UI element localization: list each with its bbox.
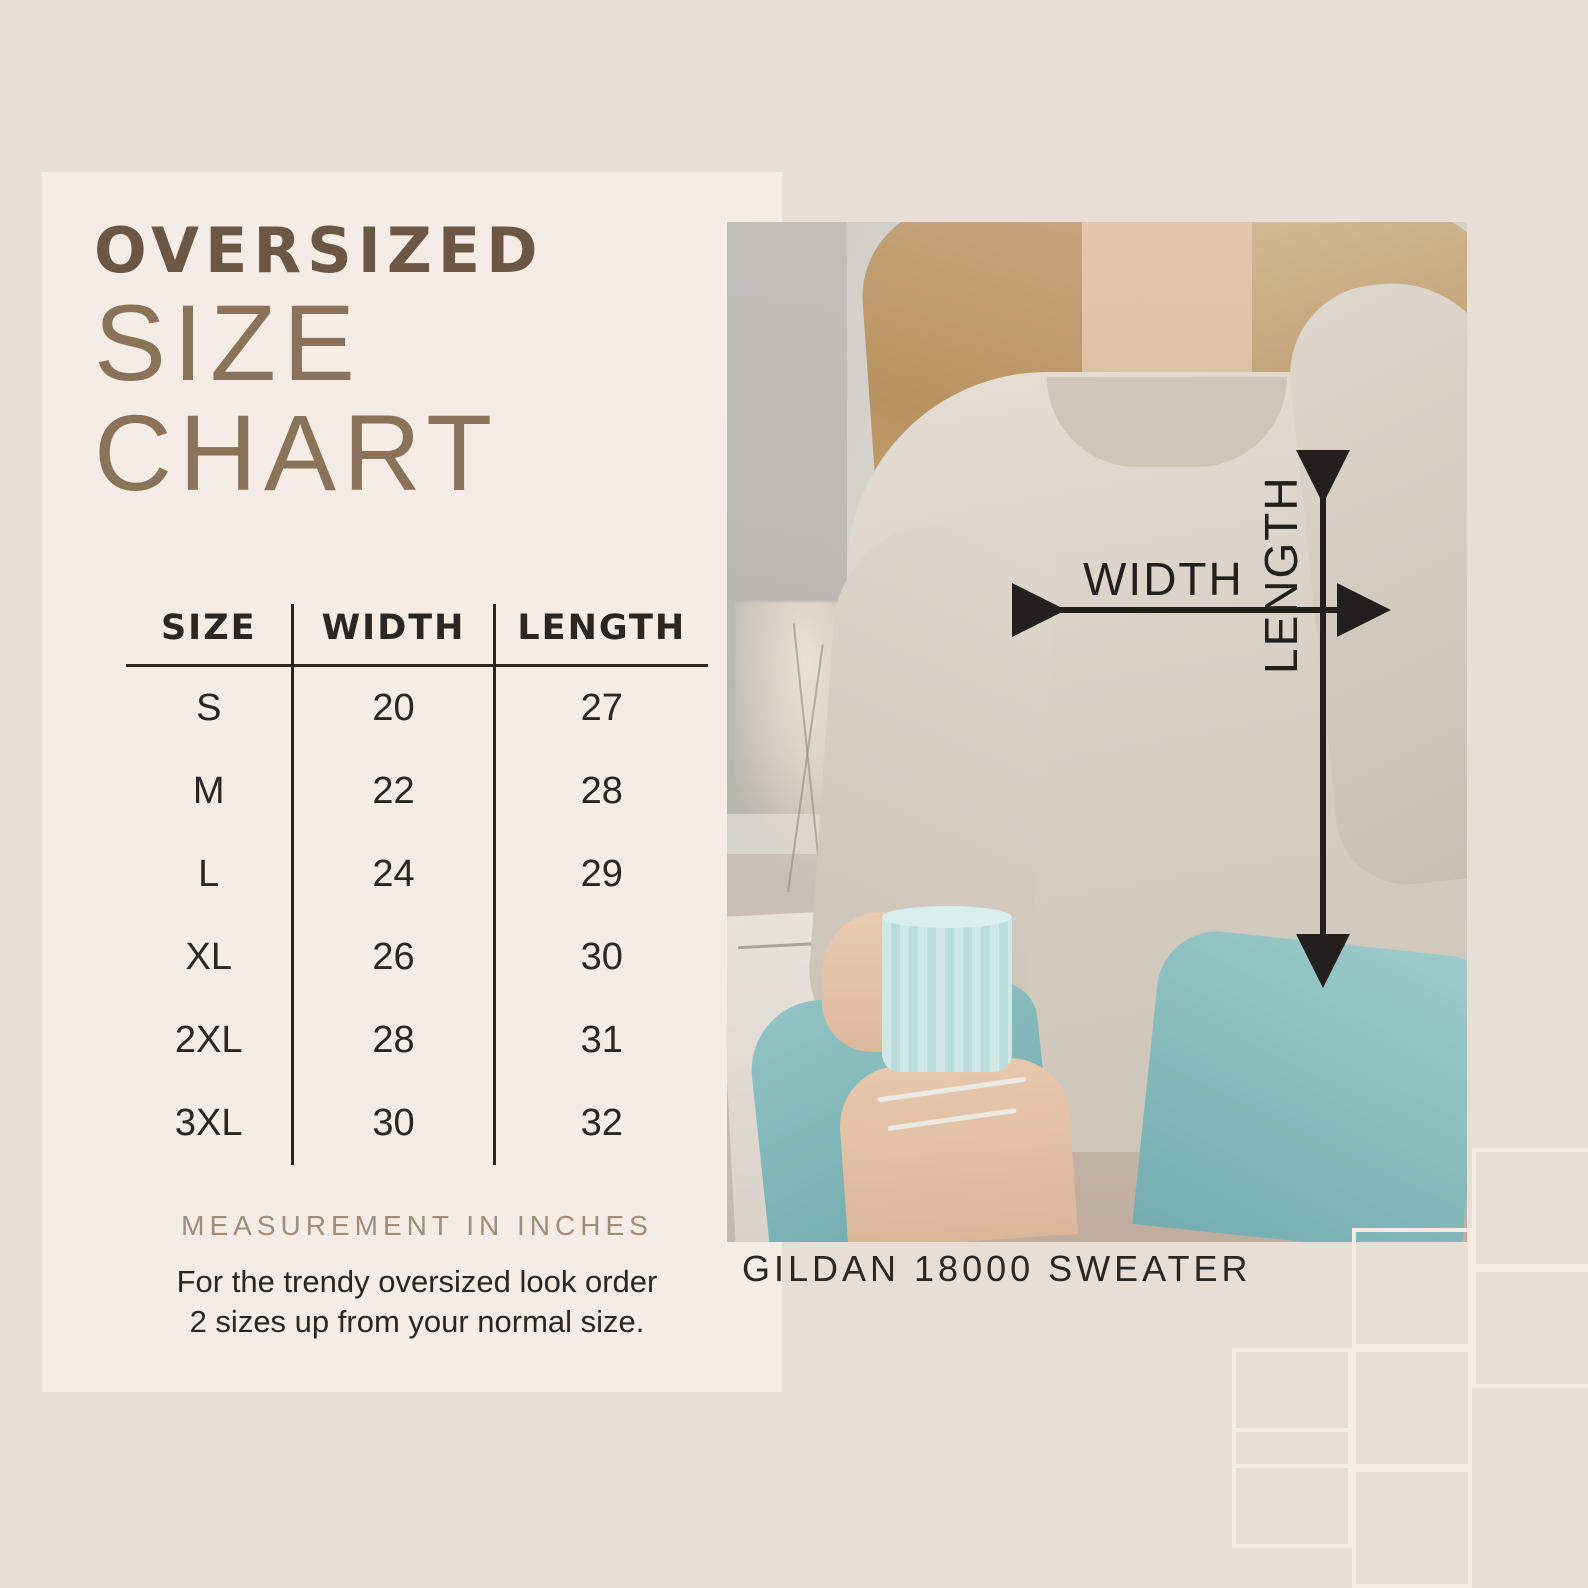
cell-length: 30: [580, 936, 623, 978]
decorative-square: [1472, 1148, 1588, 1268]
cell-size: S: [196, 687, 222, 729]
cell-length: 27: [580, 687, 623, 729]
cell-width: 22: [293, 750, 494, 833]
photo-illustration: [727, 222, 1467, 1242]
table-header-row: [126, 604, 708, 666]
table-row: [126, 1082, 708, 1165]
width-arrow-label: WIDTH: [1083, 553, 1244, 605]
table-row: [126, 916, 708, 999]
cell-width: 28: [293, 999, 494, 1082]
decorative-square: [1352, 1348, 1472, 1468]
cell-width: 26: [293, 916, 494, 999]
header-size: SIZE: [126, 604, 293, 666]
length-arrow-label: LENGTH: [1255, 475, 1307, 674]
decorative-square: [1352, 1468, 1472, 1588]
cell-size: XL: [185, 936, 232, 978]
decorative-square: [1472, 1268, 1588, 1388]
size-chart-card: [42, 172, 782, 1392]
header-length: LENGTH: [494, 604, 708, 666]
cell-size: 3XL: [174, 1102, 243, 1144]
heading-size: SIZE: [94, 282, 363, 403]
heading-oversized: OVERSIZED: [94, 214, 544, 287]
cell-length: 31: [580, 1019, 623, 1061]
product-photo: [727, 222, 1467, 1242]
order-advice-line1: For the trendy oversized look order: [176, 1264, 658, 1299]
decorative-square: [1232, 1428, 1352, 1548]
size-table: [126, 604, 708, 1165]
cell-width: 30: [293, 1082, 494, 1165]
heading-block: [94, 214, 754, 514]
table-row: [126, 750, 708, 833]
header-width: WIDTH: [293, 604, 494, 666]
heading-chart: CHART: [94, 392, 500, 514]
order-advice-line2: 2 sizes up from your normal size.: [189, 1303, 645, 1339]
cell-length: 28: [580, 770, 623, 812]
measurement-unit-note: MEASUREMENT IN INCHES: [181, 1210, 653, 1241]
product-caption: GILDAN 18000 SWEATER: [742, 1248, 1252, 1289]
table-row: [126, 833, 708, 916]
table-row: [126, 999, 708, 1082]
cell-size: M: [192, 770, 225, 812]
cell-size: L: [198, 853, 220, 895]
measurement-arrows: [727, 222, 1467, 1242]
order-advice-note: [112, 1262, 722, 1341]
decorative-square: [1352, 1228, 1472, 1348]
decorative-squares: [1168, 1148, 1588, 1588]
cell-width: 20: [293, 666, 494, 751]
cell-size: 2XL: [174, 1019, 243, 1061]
cell-length: 32: [580, 1102, 623, 1144]
table-row: [126, 666, 708, 751]
cell-width: 24: [293, 833, 494, 916]
cell-length: 29: [580, 853, 623, 895]
